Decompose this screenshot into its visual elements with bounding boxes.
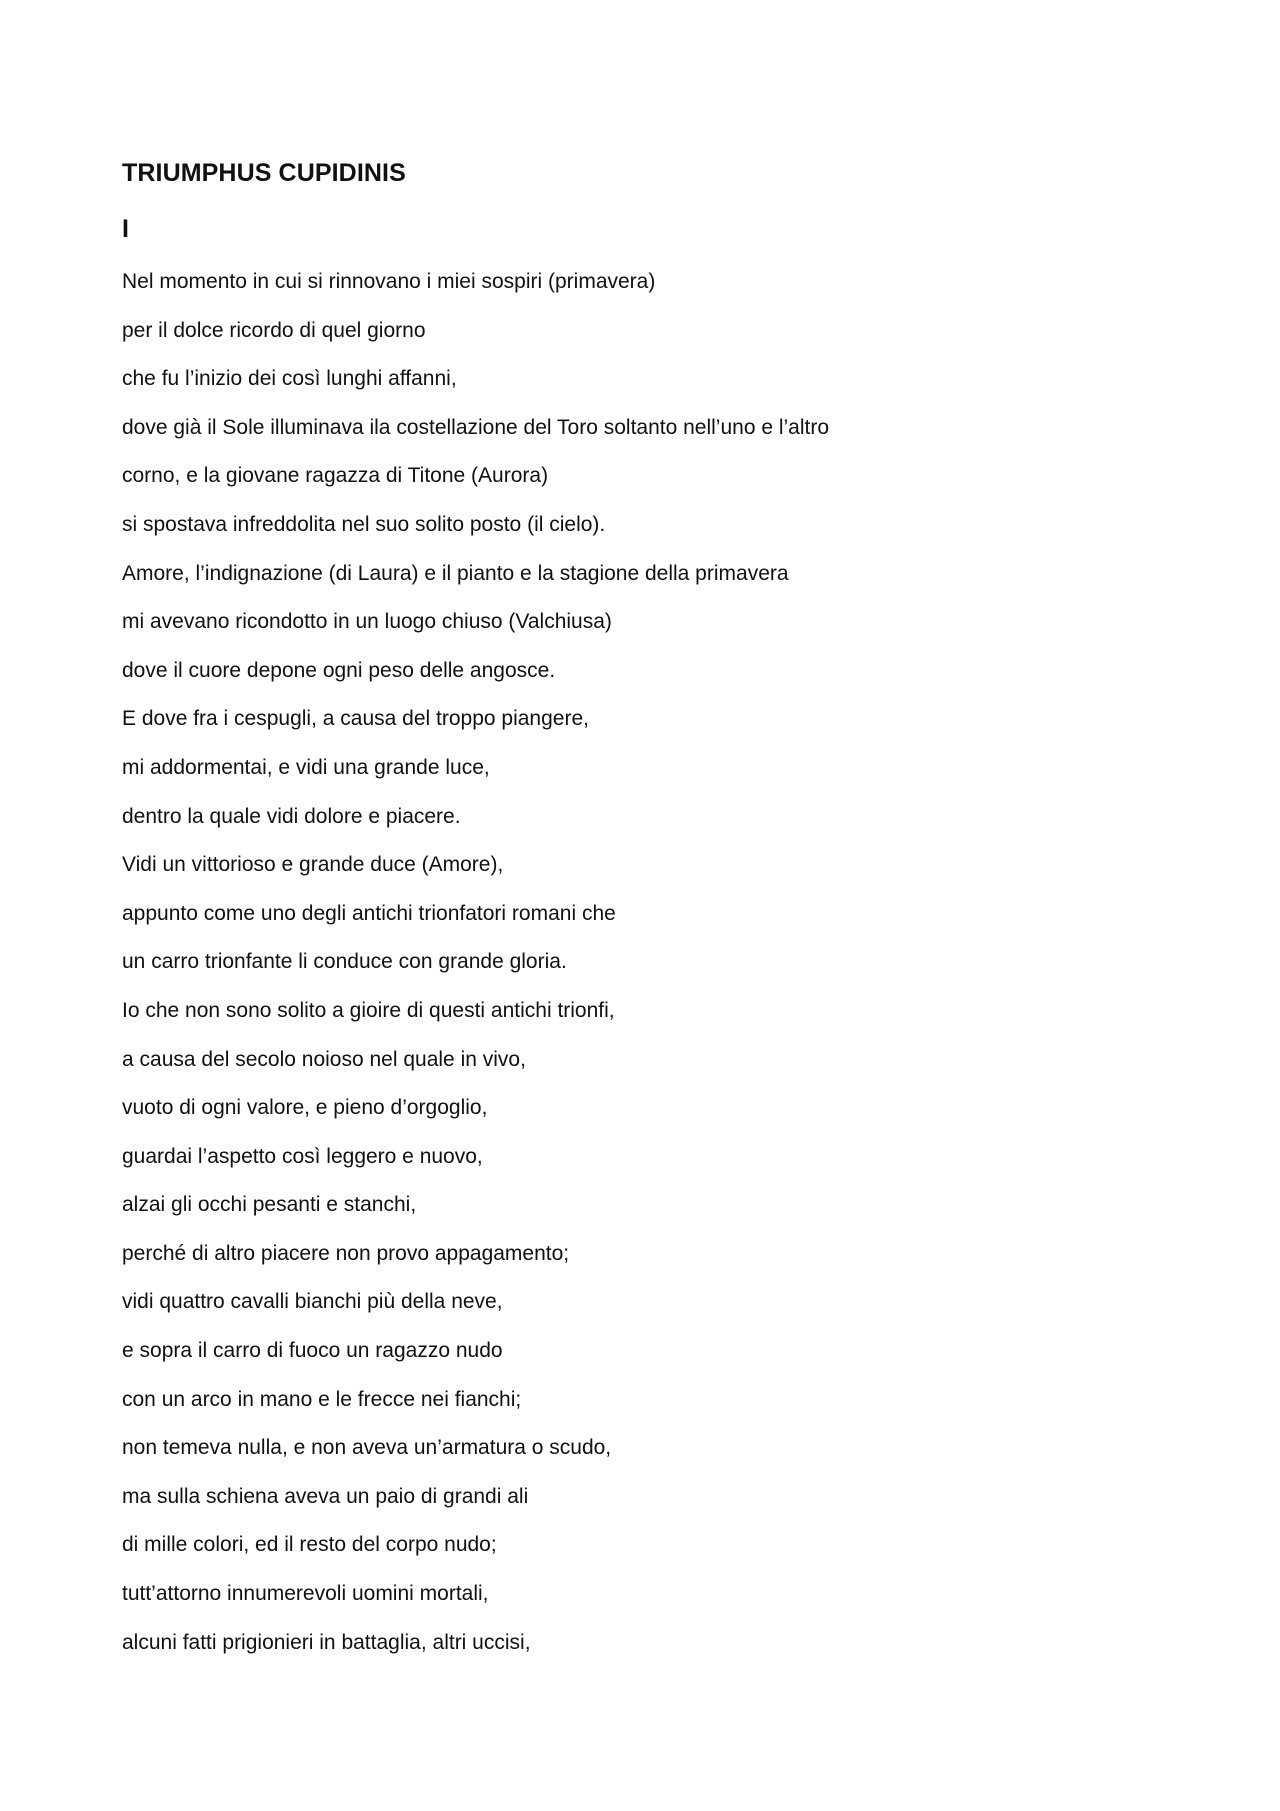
document-title: TRIUMPHUS CUPIDINIS <box>122 159 406 187</box>
verse-line: non temeva nulla, e non aveva un’armatura o scudo, <box>122 1436 612 1460</box>
verse-line: per il dolce ricordo di quel giorno <box>122 318 426 342</box>
verse-line: E dove fra i cespugli, a causa del troppo piangere, <box>122 707 589 731</box>
verse-line: ma sulla schiena aveva un paio di grandi ali <box>122 1484 529 1508</box>
verse-line: corno, e la giovane ragazza di Titone (Aurora) <box>122 464 549 488</box>
verse-line: appunto come uno degli antichi trionfatori romani che <box>122 901 616 925</box>
verse-line: alcuni fatti prigionieri in battaglia, altri uccisi, <box>122 1630 531 1654</box>
verse-line: di mille colori, ed il resto del corpo nudo; <box>122 1533 497 1557</box>
section-heading: I <box>122 215 129 243</box>
verse-line: che fu l’inizio dei così lunghi affanni, <box>122 367 457 391</box>
verse-line: a causa del secolo noioso nel quale in vivo, <box>122 1047 526 1071</box>
verse-line: Amore, l’indignazione (di Laura) e il pianto e la stagione della primavera <box>122 561 789 585</box>
verse-line: tutt’attorno innumerevoli uomini mortali, <box>122 1582 489 1606</box>
document-body <box>122 156 1162 1667</box>
verse-list <box>122 258 1162 1667</box>
verse-line: dove il cuore depone ogni peso delle angosce. <box>122 658 556 682</box>
verse-line: dove già il Sole illuminava ila costellazione del Toro soltanto nell’uno e l’altro <box>122 415 830 439</box>
verse-line: Io che non sono solito a gioire di questi antichi trionfi, <box>122 998 615 1022</box>
verse-line: dentro la quale vidi dolore e piacere. <box>122 804 461 828</box>
verse-line: mi addormentai, e vidi una grande luce, <box>122 755 490 779</box>
verse-line: alzai gli occhi pesanti e stanchi, <box>122 1193 417 1217</box>
verse-line: perché di altro piacere non provo appagamento; <box>122 1241 570 1265</box>
verse-line: e sopra il carro di fuoco un ragazzo nudo <box>122 1339 503 1363</box>
verse-line: Nel momento in cui si rinnovano i miei sospiri (primavera) <box>122 270 656 293</box>
verse-line: Vidi un vittorioso e grande duce (Amore), <box>122 853 504 877</box>
verse-line: vuoto di ogni valore, e pieno d’orgoglio, <box>122 1096 488 1120</box>
verse-line: vidi quattro cavalli bianchi più della neve, <box>122 1290 503 1314</box>
verse-line: guardai l’aspetto così leggero e nuovo, <box>122 1144 483 1168</box>
verse-line: mi avevano ricondotto in un luogo chiuso (Valchiusa) <box>122 610 612 634</box>
verse-line: con un arco in mano e le frecce nei fianchi; <box>122 1387 522 1411</box>
verse-line: si spostava infreddolita nel suo solito posto (il cielo). <box>122 512 606 536</box>
verse-line: un carro trionfante li conduce con grande gloria. <box>122 950 567 974</box>
